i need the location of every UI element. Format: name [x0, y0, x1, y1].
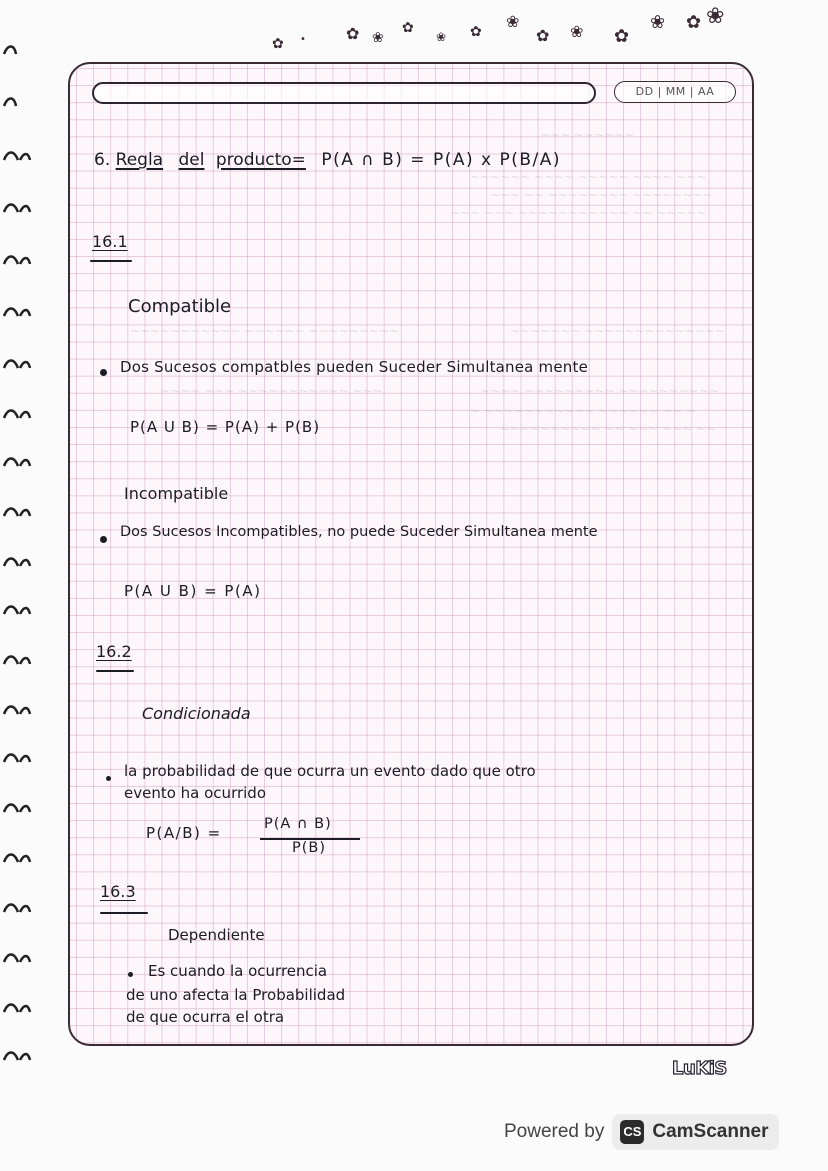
bleed-through-texture: ~ ~~~~~~~~~~~ ~~~~~~ ~~ ~: [470, 404, 697, 418]
spiral-ring-icon: [2, 748, 42, 768]
spiral-ring-icon: [2, 146, 42, 166]
flower-doodle-icon: ✿: [686, 12, 702, 33]
bleed-through-texture: ~~~~~~~ ~~~~~~~~~~~~~~: [510, 324, 725, 338]
flower-doodle-icon: ✿: [402, 20, 414, 36]
spiral-ring-icon: [2, 1046, 42, 1066]
flower-doodle-icon: ✿: [470, 24, 482, 40]
bleed-through-texture: ~~~~~~~~~~ ~~ ~~~ ~~~ ~~: [500, 422, 717, 436]
rule-title-word: Regla: [115, 150, 164, 170]
incompatible-formula: P(A U B) = P(A): [124, 582, 262, 600]
flower-doodle-icon: ✿: [536, 26, 550, 45]
flower-doodle-icon: ❀: [570, 22, 584, 41]
rule-title: [94, 150, 561, 170]
spiral-ring-icon: [2, 92, 42, 112]
spiral-ring-icon: [2, 354, 42, 374]
camscanner-name: CamScanner: [652, 1121, 769, 1142]
flower-doodle-icon: ❀: [706, 4, 725, 29]
flower-doodle-icon: ❀: [436, 30, 447, 44]
notebook-page: [68, 62, 754, 1046]
product-rule-formula: P(A ∩ B) = P(A) x P(B/A): [321, 150, 561, 170]
rule-title-word: producto=: [215, 150, 306, 170]
bullet: [128, 972, 133, 977]
section-heading: Incompatible: [124, 484, 229, 503]
spiral-ring-icon: [2, 452, 42, 472]
bleed-through-texture: ~~~ ~~~~~~: [540, 128, 635, 142]
spiral-ring-icon: [2, 40, 42, 60]
compatible-description: Dos Sucesos compatbles pueden Suceder Simultanea mente: [120, 358, 588, 376]
compatible-formula: P(A U B) = P(A) + P(B): [130, 418, 321, 436]
section-heading: Condicionada: [142, 704, 251, 723]
rule-number: 6.: [94, 150, 111, 170]
spiral-ring-icon: [2, 198, 42, 218]
spiral-ring-icon: [2, 998, 42, 1018]
flower-doodle-icon: •: [300, 34, 306, 45]
flower-doodle-icon: ❀: [372, 30, 384, 46]
section-underline: [100, 912, 148, 914]
date-box: DD | MM | AA: [614, 81, 736, 103]
section-underline: [96, 670, 134, 672]
bullet: [106, 776, 111, 781]
spiral-ring-icon: [2, 898, 42, 918]
title-bar: [92, 82, 596, 104]
bullet: [100, 536, 107, 543]
spiral-ring-icon: [2, 250, 42, 270]
dependent-description-line1: Es cuando la ocurrencia: [148, 962, 328, 980]
spiral-ring-icon: [2, 552, 42, 572]
section-number: 16.1: [92, 232, 128, 251]
spiral-ring-icon: [2, 600, 42, 620]
bleed-through-texture: ~~~ ~~~ ~~~~~~~~~~~ ~~ ~~~~~: [450, 206, 707, 220]
conditional-formula-numerator: P(A ∩ B): [264, 816, 332, 832]
flower-doodle-icon: ✿: [346, 24, 360, 43]
bullet: [100, 369, 107, 376]
flower-doodle-icon: ❀: [506, 12, 520, 31]
section-number: 16.3: [100, 882, 136, 901]
dependent-description-line2: de uno afecta la Probabilidad: [126, 986, 346, 1004]
spiral-ring-icon: [2, 798, 42, 818]
bleed-through-texture: ~~~ ~~ ~~~~~~~~ ~~~~~~~~: [490, 188, 713, 202]
conditional-formula-denominator: P(B): [292, 840, 327, 856]
spiral-ring-icon: [2, 650, 42, 670]
camscanner-footer: [504, 1114, 779, 1150]
flower-doodle-icon: ❀: [650, 12, 666, 33]
spiral-ring-icon: [2, 948, 42, 968]
rule-title-word: del: [178, 150, 205, 170]
bleed-through-texture: ~~~~~~~~~~~ ~~~~~~ ~~~~~~~~~: [130, 324, 400, 338]
spiral-ring-icon: [2, 404, 42, 424]
dependent-description-line3: de que ocurra el otra: [126, 1008, 285, 1026]
bleed-through-texture: ~~~~~~ ~~~~ ~~~~~ ~~~~ ~~~: [470, 170, 707, 184]
flower-doodle-icon: ✿: [272, 36, 284, 52]
bleed-through-texture: ~~~~ ~~~ ~~~~~~~~~~~ ~~~: [160, 384, 383, 398]
signature-logo: LuKiS: [672, 1058, 727, 1079]
spiral-ring-icon: [2, 848, 42, 868]
section-heading: Compatible: [128, 296, 232, 317]
section-number: 16.2: [96, 642, 132, 661]
section-underline: [90, 260, 132, 262]
spiral-ring-icon: [2, 502, 42, 522]
conditional-formula-lhs: P(A/B) =: [146, 824, 222, 842]
section-heading: Dependiente: [168, 926, 265, 944]
conditional-description-line1: la probabilidad de que ocurra un evento dado que otro: [124, 762, 536, 780]
flower-doodle-icon: ✿: [614, 26, 630, 47]
camscanner-logo-icon: CS: [620, 1120, 644, 1144]
powered-by-text: Powered by: [504, 1121, 605, 1142]
conditional-description-line2: evento ha ocurrido: [124, 784, 267, 802]
spiral-ring-icon: [2, 302, 42, 322]
camscanner-badge[interactable]: [612, 1114, 778, 1150]
spiral-ring-icon: [2, 700, 42, 720]
incompatible-description: Dos Sucesos Incompatibles, no puede Suceder Simultanea mente: [120, 524, 598, 540]
bleed-through-texture: ~~~~ ~~~~~~~~~ ~~~~~~~~~~: [480, 384, 719, 398]
